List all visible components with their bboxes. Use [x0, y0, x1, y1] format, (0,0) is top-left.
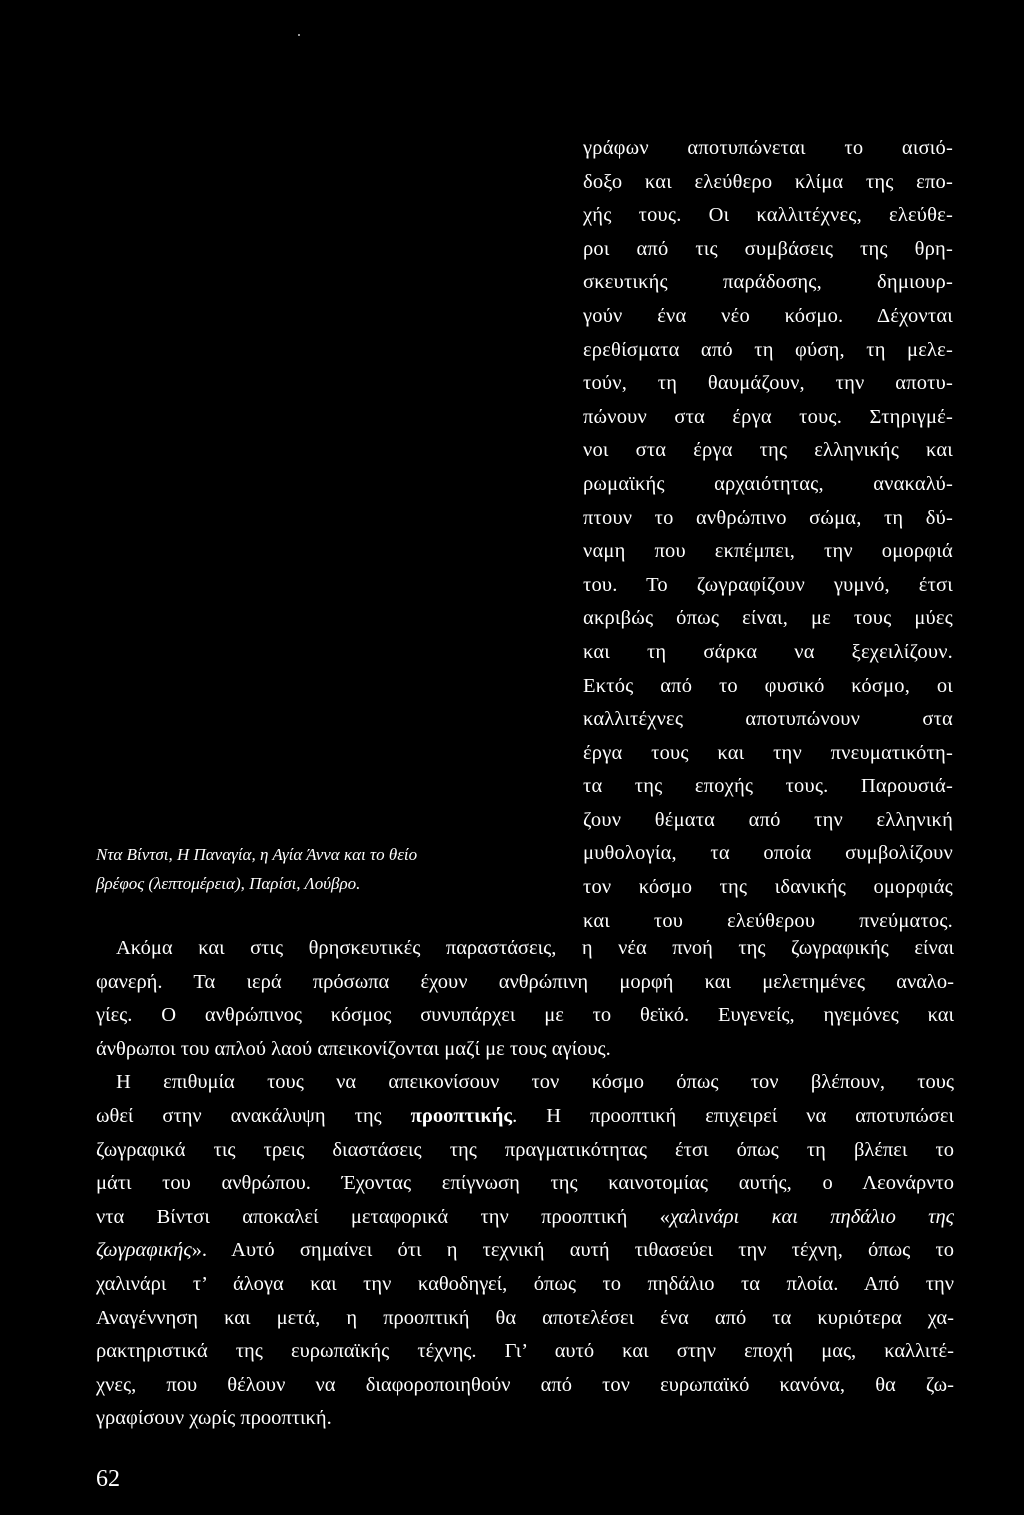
text-line: έργα τους και την πνευματικότη- [583, 741, 953, 764]
text-line: τον κόσμο της ιδανικής ομορφιάς [583, 876, 953, 899]
text-line: χής τους. Οι καλλιτέχνες, ελεύθε- [583, 204, 953, 227]
bold-term: προοπτικής [410, 1104, 513, 1127]
text-line: Η επιθυμία τους να απεικονίσουν τον κόσμο όπως τον βλέπουν, τους [116, 1071, 954, 1094]
text-line: τούν, τη θαυμάζουν, την αποτυ- [583, 372, 953, 395]
text-line: ρωμαϊκής αρχαιότητας, ανακαλύ- [583, 472, 953, 495]
image-caption [96, 840, 566, 898]
text-line: Αναγέννηση και μετά, η προοπτική θα αποτελέσει ένα από τα κυριότερα χα- [96, 1306, 954, 1329]
text-line: ρακτηριστικά της ευρωπαϊκής τέχνης. Γι’ αυτό και στην εποχή μας, καλλιτέ- [96, 1340, 954, 1363]
text-line: ροι από τις συμβάσεις της θρη- [583, 237, 953, 260]
text-line: φανερή. Τα ιερά πρόσωπα έχουν ανθρώπινη μορφή και μελετημένες αναλο- [96, 970, 954, 993]
text-segment: ωθεί στην ανακάλυψη της [96, 1104, 411, 1127]
caption-line: βρέφος (λεπτομέρεια), Παρίσι, Λούβρο. [96, 874, 361, 893]
text-line: ζουν θέματα από την ελληνική [583, 808, 953, 831]
text-line: πτουν το ανθρώπινο σώμα, τη δύ- [583, 506, 953, 529]
text-line: γράφων αποτυπώνεται το αισιό- [583, 137, 953, 159]
text-line [96, 1201, 954, 1235]
italic-quote: χαλινάρι και πηδάλιο της [669, 1205, 954, 1228]
text-line: του. Το ζωγραφίζουν γυμνό, έτσι [583, 573, 953, 596]
text-line: γραφίσουν χωρίς προοπτική. [96, 1407, 332, 1430]
italic-quote: ζωγραφικής [96, 1239, 192, 1262]
text-line: Ακόμα και στις θρησκευτικές παραστάσεις, η νέα πνοή της ζωγραφικής είναι [116, 937, 954, 959]
text-line: μάτι του ανθρώπου. Έχοντας επίγνωση της καινοτομίας αυτής, ο Λεονάρντο [96, 1172, 954, 1195]
text-line: σκευτικής παράδοσης, δημιουρ- [583, 271, 953, 294]
text-line: γούν ένα νέο κόσμο. Δέχονται [583, 304, 953, 327]
text-line: χνες, που θέλουν να διαφοροποιηθούν από τον ευρωπαϊκό κανόνα, θα ζω- [96, 1373, 954, 1396]
text-line: δοξο και ελεύθερο κλίμα της επο- [583, 170, 953, 193]
text-line [96, 1100, 954, 1134]
text-line: νοι στα έργα της ελληνικής και [583, 439, 953, 462]
text-line: ναμη που εκπέμπει, την ομορφιά [583, 540, 953, 563]
page-number: 62 [96, 1466, 120, 1492]
text-line: ερεθίσματα από τη φύση, τη μελε- [583, 338, 953, 361]
text-line [96, 1234, 954, 1268]
right-text-column [583, 132, 953, 938]
text-line: και τη σάρκα να ξεχειλίζουν. [583, 640, 953, 663]
text-line: πώνουν στα έργα τους. Στηριγμέ- [583, 405, 953, 428]
text-line: άνθρωποι του απλού λαού απεικονίζονται μαζί με τους αγίους. [96, 1037, 611, 1060]
text-segment: ». Αυτό σημαίνει ότι η τεχνική αυτή τιθασεύει την τέχνη, όπως το [191, 1239, 954, 1262]
scan-speck [298, 34, 300, 36]
body-text [96, 932, 954, 1436]
text-line: χαλινάρι τ’ άλογα και την καθοδηγεί, όπως το πηδάλιο τα πλοία. Από την [96, 1272, 954, 1295]
text-segment: . Η προοπτική επιχειρεί να αποτυπώσει [512, 1104, 954, 1127]
text-line: ακριβώς όπως είναι, με τους μύες [583, 607, 953, 630]
text-segment: ντα Βίντσι αποκαλεί μεταφορικά την προοπτική « [96, 1205, 670, 1228]
text-line: ζωγραφικά τις τρεις διαστάσεις της πραγματικότητας έτσι όπως τη βλέπει το [96, 1138, 954, 1161]
text-line: Εκτός από το φυσικό κόσμο, οι [583, 674, 953, 697]
text-line: γίες. Ο ανθρώπινος κόσμος συνυπάρχει με το θεϊκό. Ευγενείς, ηγεμόνες και [96, 1004, 954, 1027]
text-line: και του ελεύθερου πνεύματος. [583, 909, 953, 932]
text-line: μυθολογία, τα οποία συμβολίζουν [583, 842, 953, 865]
text-line: καλλιτέχνες αποτυπώνουν στα [583, 708, 953, 731]
caption-line: Ντα Βίντσι, Η Παναγία, η Αγία Άννα και το θείο [96, 845, 418, 864]
text-line: τα της εποχής τους. Παρουσιά- [583, 775, 953, 798]
